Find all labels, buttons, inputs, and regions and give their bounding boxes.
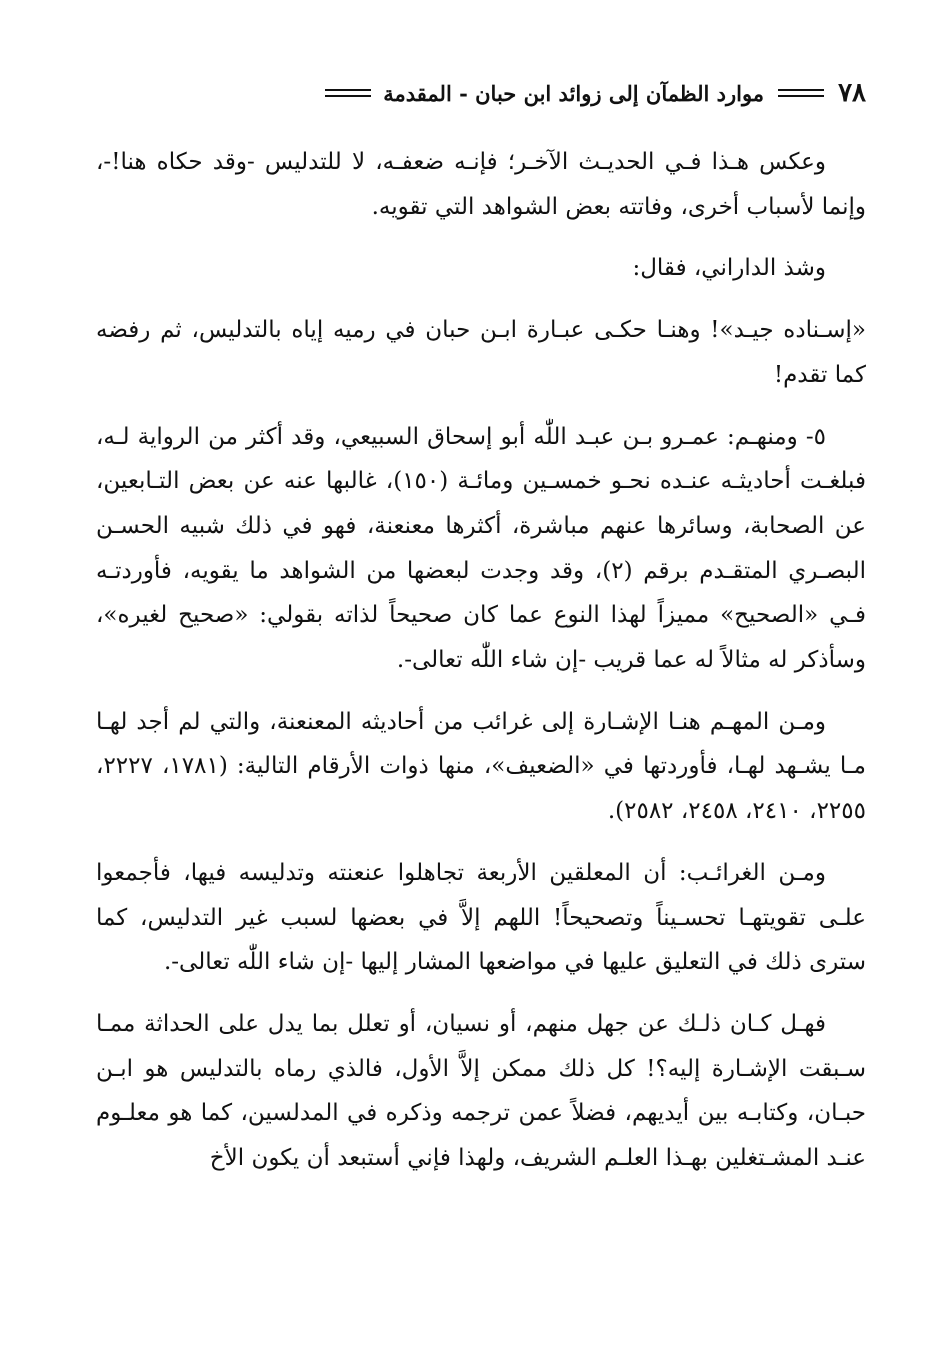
paragraph-5: ومـن المهـم هنـا الإشـارة إلى غرائب من أحاديثه المعنعنة، والتي لم أجد لهـا مـا يشـهد لهـا، فأوردتها في «الضعيف»، منها ذوات الأرقام التالية: (١٧٨١، ٢٢٢٧، ٢٢٥٥، ٢٤١٠، ٢٤٥٨، ٢٥٨٢). [96,708,866,825]
paragraph-6: ومـن الغرائـب: أن المعلقين الأربعة تجاهلوا عنعنته وتدليسه فيها، فأجمعوا علـى تقويتهـا تحسـيناً وتصحيحاً! اللهم إلاَّ في بعضها لسبب غير التدليس، كما سترى ذلك في التعليق عليها في مواضعها المشار إليها -إن شاء اللّٰه تعالى-. [96,859,866,976]
page-number: ٧٨ [838,78,866,108]
header-title: موارد الظمآن إلى زوائد ابن حبان - المقدمة [383,80,765,106]
paragraph-3: «إسـناده جيـد»! وهنـا حكـى عبـارة ابـن حبان في رميه إياه بالتدليس، ثم رفضه كما تقدم! [96,317,866,388]
header-rule-right [778,89,824,97]
running-header [96,76,866,110]
header-rule-left [325,89,371,97]
paragraph-4: ٥- ومنهـم: عمـرو بـن عبـد اللّٰه أبو إسحاق السبيعي، وقد أكثر من الرواية لـه، فبلغـت أحاديثـه عنـده نحـو خمسـين ومائـة (١٥٠)، غالبها عنه عن بعض التـابعين، عن الصحابة، وسائرها عنهم مباشرة، أكثرها معنعنة، فهو في ذلك شبيه الحسـن البصـري المتقـدم برقم (٢)، وقد وجدت لبعضها من الشواهد ما يقويه، فأوردتـه فـي «الصحيح» مميزاً لهذا النوع عما كان صحيحاً لذاته بقولي: «صحيح لغيره»، وسأذكر له مثالاً له عما قريب -إن شاء اللّٰه تعالى-. [96,423,866,674]
body-text [96,140,866,1181]
paragraph-2: وشذ الداراني، فقال: [632,255,826,282]
paragraph-7: فهـل كـان ذلـك عن جهل منهم، أو نسيان، أو تعلل بما يدل على الحداثة ممـا سـبقت الإشـارة إليه؟! كل ذلك ممكن إلاَّ الأول، فالذي رماه بالتدليس هو ابـن حبـان، وكتابـه بين أيديهم، فضلاً عمن ترجمه وذكره في المدلسين، كما هو معلـوم عنـد المشـتغلين بهـذا العلـم الشريف، ولهذا فإني أستبعد أن يكون الأخ [96,1010,866,1172]
paragraph-1: وعكس هـذا فـي الحديـث الآخـر؛ فإنـه ضعفـه، لا للتدليس -وقد حكاه هنا!-، وإنما لأسباب أخرى، وفاتته بعض الشواهد التي تقويه. [96,149,866,220]
